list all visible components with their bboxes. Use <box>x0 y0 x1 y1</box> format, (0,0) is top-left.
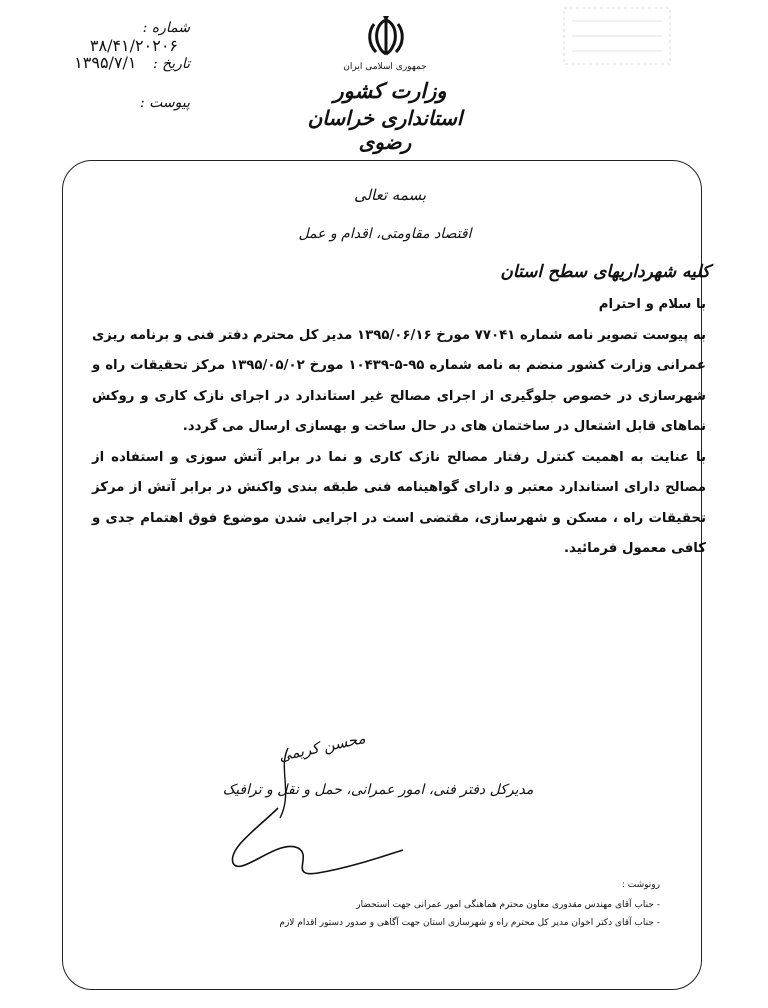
letter-attachment-label: پیوست : <box>140 95 190 111</box>
letter-date-label: تاریخ : <box>152 56 190 72</box>
letter-number-value: ۳۸/۴۱/۲۰۲۰۶ <box>89 36 178 55</box>
signature-scribble <box>218 738 418 888</box>
motto: اقتصاد مقاومتی، اقدام و عمل <box>298 226 472 242</box>
governorate-name: استانداری خراسان رضوی <box>307 106 463 154</box>
letter-date-value: ۱۳۹۵/۷/۱ <box>74 53 137 72</box>
signer-title: مدیرکل دفتر فنی، امور عمرانی، حمل و نقل و ترافیک <box>222 782 534 798</box>
recipient: کلیه شهرداریهای سطح استان <box>500 262 710 282</box>
letter-number-label: شماره : <box>142 20 190 36</box>
cc-label: رونوشت : <box>621 880 660 890</box>
cc-item-2: - جناب آقای دکتر اخوان مدیر کل محترم راه و شهرسازی استان جهت آگاهی و صدور دستور اقدام لازم <box>279 918 660 928</box>
letter-date-row <box>60 53 190 72</box>
cc-item-1: - جناب آقای مهندس مقدوری معاون محترم هماهنگی امور عمرانی جهت استحضار <box>356 900 660 910</box>
signer-name: محسن کریمی <box>277 729 367 765</box>
body-paragraph-1: به پیوست تصویر نامه شماره ۷۷۰۴۱ مورخ ۱۳۹۵/۰۶/۱۶ مدیر کل محترم دفتر فنی و برنامه ریزی عمرانی وزارت کشور منضم به نامه شماره ۹۵-۵-۱۰۴۳۹ مورخ ۱۳۹۵/۰۵/۰۲ مرکز تحقیقات راه و شهرسازی در خصوص جلوگیری از اجرای مصالح غیر استاندارد در اجرای نازک کاری و روکش نماهای قابل اشتعال در ساختمان های در حال ساخت و بهسازی ارسال می گردد. <box>92 327 706 434</box>
iran-emblem-icon <box>366 14 406 60</box>
bismillah: بسمه تعالی <box>353 186 427 204</box>
country-name: جمهوری اسلامی ایران <box>343 62 427 72</box>
faint-stamp <box>562 6 672 66</box>
greeting: با سلام و احترام <box>598 297 706 312</box>
letter-body <box>92 290 706 565</box>
ministry-name: وزارت کشور <box>333 78 447 103</box>
letter-number-row <box>40 20 190 55</box>
body-paragraph-2: با عنایت به اهمیت کنترل رفتار مصالح نازک کاری و نما در برابر آتش سوزی و استفاده از مصالح دارای استاندارد معتبر و دارای گواهینامه فنی طبقه بندی واکنش در برابر آتش از مرکز تحقیقات راه ، مسکن و شهرسازی، مقتضی است در اجرایی شدن موضوع فوق اهتمام جدی و کافی معمول فرمائید. <box>92 449 706 556</box>
letter-attachment-row <box>120 95 190 111</box>
